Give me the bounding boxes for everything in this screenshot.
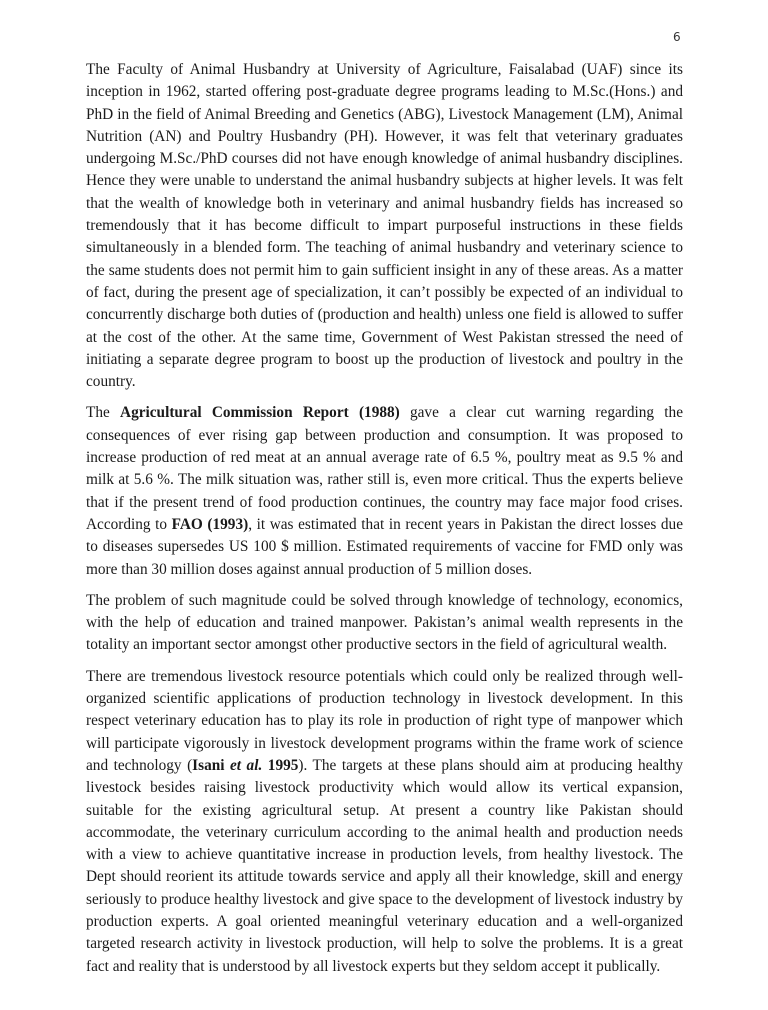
paragraph-text: The problem of such magnitude could be solved through knowledge of technology, economics, with the help of education and trained manpower. Pakistan’s animal wealth represents in the totality an important sector amongst other productive sectors in the field of agricultural wealth.	[86, 591, 683, 654]
paragraph-livestock-potentials	[86, 666, 683, 978]
citation-isani-author: Isani	[192, 756, 230, 774]
page-number: 6	[673, 30, 681, 44]
paragraph-text: , it was estimated that in recent years in Pakistan the direct losses due to diseases supersedes US 100 $ million. Estimated requirements of vaccine for FMD only was more than 30 million doses against annual production of 5 million doses.	[86, 515, 683, 578]
paragraph-text: ). The targets at these plans should aim at producing healthy livestock besides raising livestock productivity which would allow its vertical expansion, suitable for the existing agricultural setup. At present a country like Pakistan should accommodate, the veterinary curriculum according to the animal health and production needs with a view to achieve quantitative increase in production levels, from healthy livestock. The Dept should reorient its attitude towards service and apply all their knowledge, skill and energy seriously to produce healthy livestock and give space to the development of livestock industry by production experts. A goal oriented meaningful veterinary education and a well-organized targeted research activity in livestock production, will help to solve the problems. It is a great fact and reality that is understood by all livestock experts but they seldom accept it publically.	[86, 756, 683, 975]
paragraph-text: gave a clear cut warning regarding the consequences of ever rising gap between production and consumption. It was proposed to increase production of red meat at an annual average rate of 6.5 %, poultry meat as 9.5 % and milk at 5.6 %. The milk situation was, rather still is, even more critical. Thus the experts believe that if the present trend of food production continues, the country may face major food crises. According to	[86, 404, 683, 533]
citation-isani-year: 1995	[262, 756, 299, 774]
paragraph-text: The Faculty of Animal Husbandry at University of Agriculture, Faisalabad (UAF) since its inception in 1962, started offering post-graduate degree programs leading to M.Sc.(Hons.) and PhD in the field of Animal Breeding and Genetics (ABG), Livestock Management (LM), Animal Nutrition (AN) and Poultry Husbandry (PH). However, it was felt that veterinary graduates undergoing M.Sc./PhD courses did not have enough knowledge of animal husbandry disciplines. Hence they were unable to understand the animal husbandry subjects at higher levels. It was felt that the wealth of knowledge both in veterinary and animal husbandry fields has increased so tremendously that it has become difficult to impart purposeful instructions in these fields simultaneously in a blended form. The teaching of animal husbandry and veterinary science to the same students does not permit him to gain sufficient insight in any of these areas. As a matter of fact, during the present age of specialization, it can’t possibly be expected of an individual to concurrently discharge both duties of (production and health) unless one field is allowed to suffer at the cost of the other. At the same time, Government of West Pakistan stressed the need of initiating a separate degree program to boost up the production of livestock and poultry in the country.	[86, 61, 683, 391]
paragraph-text: The	[86, 404, 121, 422]
paragraph-text: There are tremendous livestock resource potentials which could only be realized through well-organized scientific applications of production technology in livestock development. In this respect veterinary education has to play its role in production of right type of manpower which will participate vigorously in livestock development programs within the frame work of science and technology (	[86, 667, 683, 774]
document-body	[86, 59, 683, 987]
paragraph-commission-report	[86, 402, 683, 580]
citation-agricultural-commission-report: Agricultural Commission Report (1988)	[120, 404, 400, 422]
paragraph-faculty-history	[86, 59, 683, 393]
citation-isani-etal: et al.	[230, 756, 263, 774]
paragraph-problem-magnitude	[86, 590, 683, 657]
citation-fao: FAO (1993)	[171, 515, 249, 533]
